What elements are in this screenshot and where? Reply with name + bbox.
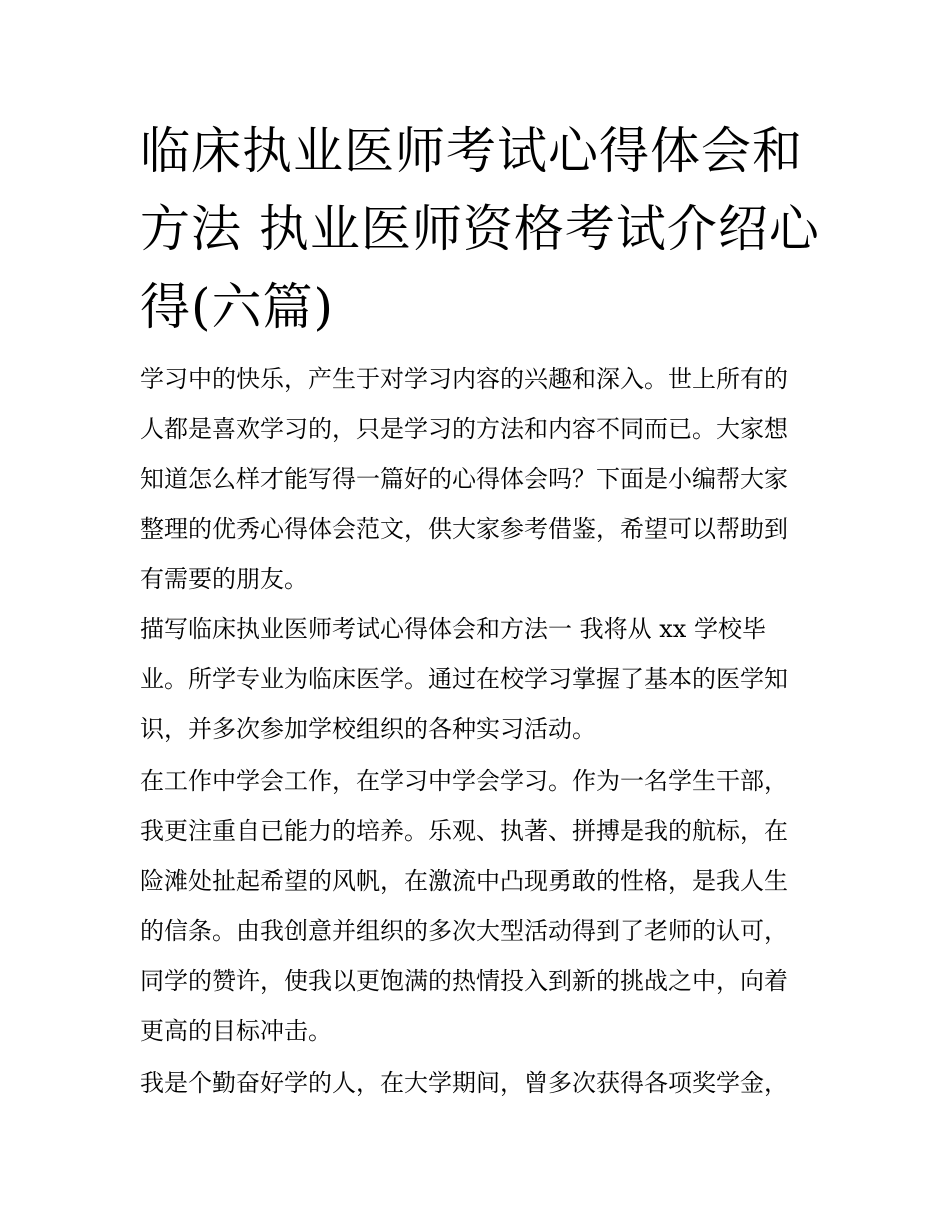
text-line: 知道怎么样才能写得一篇好的心得体会吗？下面是小编帮大家 — [140, 465, 788, 493]
text-line: 险滩处扯起希望的风帆，在激流中凸现勇敢的性格，是我人生 — [140, 867, 788, 895]
text-line: 人都是喜欢学习的，只是学习的方法和内容不同而已。大家想 — [140, 415, 788, 443]
text-line: 我更注重自已能力的培养。乐观、执著、拼搏是我的航标，在 — [140, 817, 788, 845]
text-line: 整理的优秀心得体会范文，供大家参考借鉴，希望可以帮助到 — [140, 515, 788, 543]
body-paragraph-2 — [140, 756, 820, 1056]
text-line: 业。所学专业为临床医学。通过在校学习掌握了基本的医学知 — [140, 665, 788, 693]
title-line: 方法 执业医师资格考试介绍心 — [140, 200, 820, 258]
text-line: 描写临床执业医师考试心得体会和方法一 我将从 xx 学校毕 — [140, 615, 766, 643]
text-line: 识，并多次参加学校组织的各种实习活动。 — [140, 715, 596, 743]
body-paragraph-3 — [140, 1058, 820, 1108]
title-line: 临床执业医师考试心得体会和 — [140, 122, 803, 180]
title-line: 得(六篇) — [140, 278, 335, 336]
text-line: 在工作中学会工作，在学习中学会学习。作为一名学生干部， — [140, 767, 788, 795]
text-line: 同学的赞许，使我以更饱满的热情投入到新的挑战之中，向着 — [140, 967, 788, 995]
text-line: 的信条。由我创意并组织的多次大型活动得到了老师的认可， — [140, 917, 788, 945]
text-line: 学习中的快乐，产生于对学习内容的兴趣和深入。世上所有的 — [140, 365, 788, 393]
text-line: 有需要的朋友。 — [140, 565, 308, 593]
document-page — [140, 112, 820, 1108]
text-line: 更高的目标冲击。 — [140, 1017, 332, 1045]
document-title — [140, 112, 820, 346]
text-line: 我是个勤奋好学的人，在大学期间，曾多次获得各项奖学金， — [140, 1069, 788, 1097]
intro-paragraph — [140, 354, 820, 604]
body-paragraph-1 — [140, 604, 820, 754]
